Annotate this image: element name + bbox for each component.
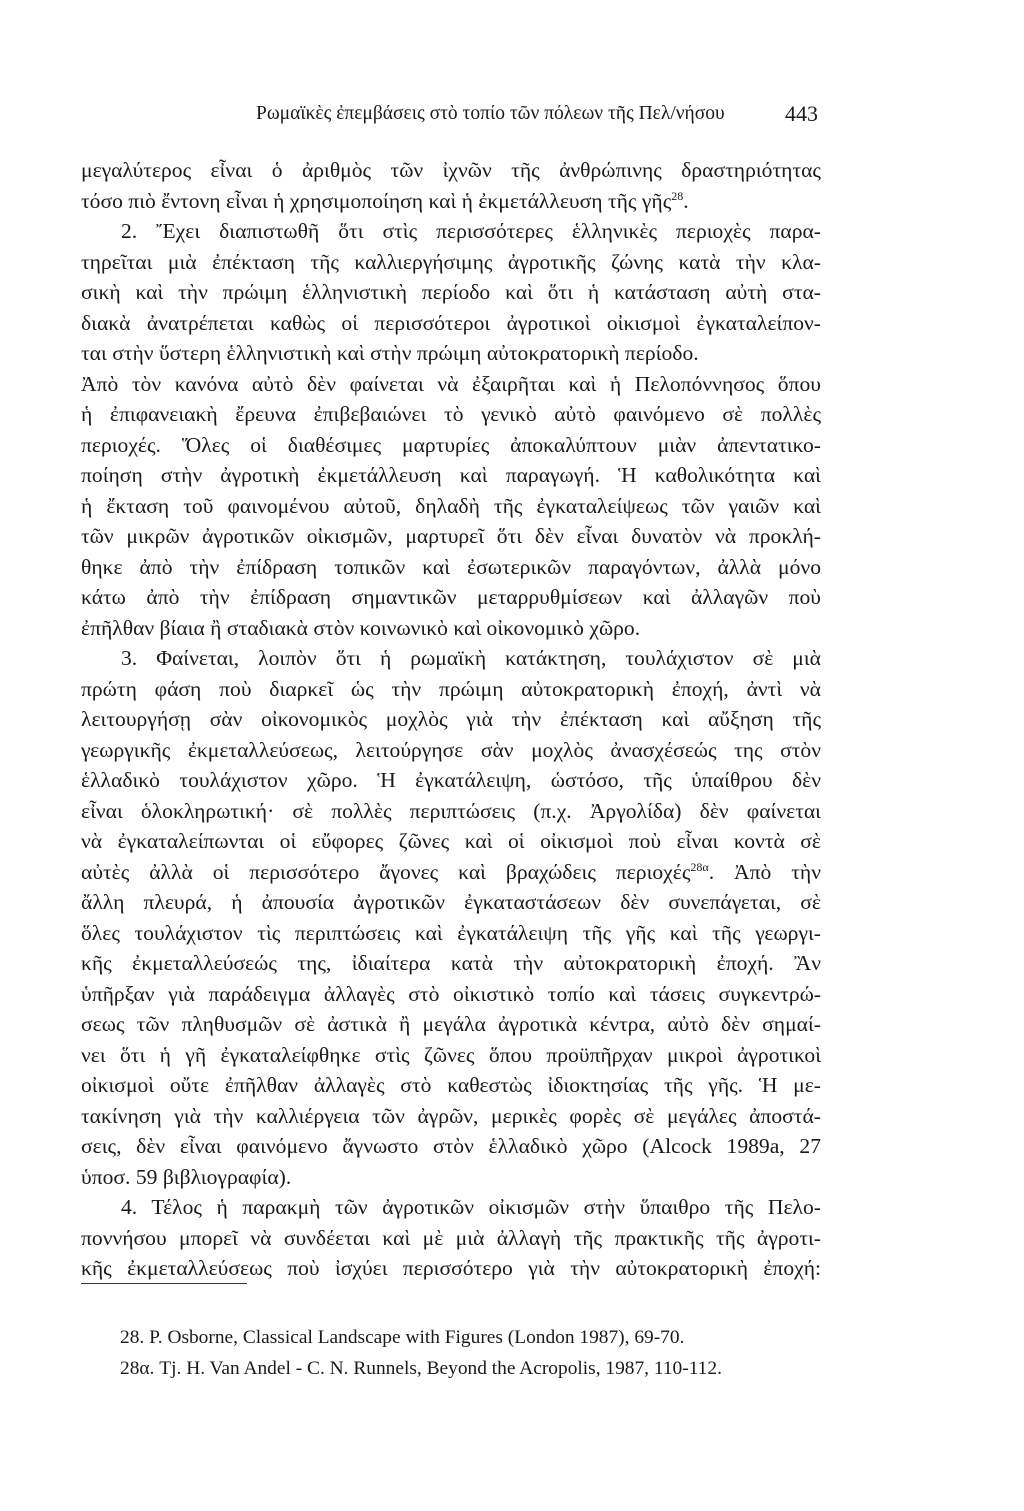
text-line: σεις, δὲν εἶναι φαινόμενο ἄγνωστο στὸν ἑλλαδικὸ χῶρο (Alcock 1989a, 27 <box>81 1134 821 1158</box>
text-line: γεωργικῆς ἐκμεταλλεύσεως, λειτούργησε σὰν μοχλὸς ἀνασχέσεώς της στὸν <box>81 737 821 762</box>
text-line: ποίηση στὴν ἀγροτικὴ ἐκμετάλλευση καὶ παραγωγή. Ἡ καθολικότητα καὶ <box>81 463 821 487</box>
text-line: κῆς ἐκμεταλλεύσεως ποὺ ἰσχύει περισσότερο γιὰ τὴν αὐτοκρατορικὴ ἐποχή: <box>81 1256 821 1280</box>
text-line: ἡ ἔκταση τοῦ φαινομένου αὐτοῦ, δηλαδὴ τῆς ἐγκαταλείψεως τῶν γαιῶν καὶ <box>81 493 821 518</box>
text-line: ἄλλη πλευρά, ἡ ἀπουσία ἀγροτικῶν ἐγκαταστάσεων δὲν συνεπάγεται, σὲ <box>81 890 821 914</box>
text-line: κάτω ἀπὸ τὴν ἐπίδραση σημαντικῶν μεταρρυθμίσεων καὶ ἀλλαγῶν ποὺ <box>81 585 821 609</box>
text-line: θηκε ἀπὸ τὴν ἐπίδραση τοπικῶν καὶ ἐσωτερικῶν παραγόντων, ἀλλὰ μόνο <box>81 554 821 579</box>
footnote-ref: 28 <box>671 188 684 203</box>
text-line: οἰκισμοὶ οὔτε ἐπῆλθαν ἀλλαγὲς στὸ καθεστὼς ἰδιοκτησίας τῆς γῆς. Ἡ με- <box>81 1073 821 1097</box>
text-line: λειτουργήσῃ σὰν οἰκονομικὸς μοχλὸς γιὰ τὴν ἐπέκταση καὶ αὔξηση τῆς <box>81 707 821 731</box>
text-line: ἡ ἐπιφανειακὴ ἔρευνα ἐπιβεβαιώνει τὸ γενικὸ αὐτὸ φαινόμενο σὲ πολλὲς <box>81 402 821 426</box>
text-line: ἑλλαδικὸ τουλάχιστον χῶρο. Ἡ ἐγκατάλειψη, ὡστόσο, τῆς ὑπαίθρου δὲν <box>81 768 821 792</box>
text-line: διακὰ ἀνατρέπεται καθὼς οἱ περισσότεροι ἀγροτικοὶ οἰκισμοὶ ἐγκαταλείπον- <box>81 310 821 335</box>
text-line: εἶναι ὁλοκληρωτική· σὲ πολλὲς περιπτώσεις (π.χ. Ἀργολίδα) δὲν φαίνεται <box>81 798 821 823</box>
text-line: Ἀπὸ τὸν κανόνα αὐτὸ δὲν φαίνεται νὰ ἐξαιρῆται καὶ ἡ Πελοπόννησος ὅπου <box>81 371 821 396</box>
footnote-marker: 28. <box>120 1327 145 1348</box>
footnote <box>120 1353 820 1384</box>
footnotes <box>120 1322 820 1384</box>
text-line: πρώτη φάση ποὺ διαρκεῖ ὡς τὴν πρώιμη αὐτοκρατορικὴ ἐποχή, ἀντὶ νὰ <box>81 676 821 701</box>
text-line: 4. Τέλος ἡ παρακμὴ τῶν ἀγροτικῶν οἰκισμῶν στὴν ὕπαιθρο τῆς Πελο- <box>121 1195 821 1219</box>
text-line: τακίνηση γιὰ τὴν καλλιέργεια τῶν ἀγρῶν, μερικὲς φορὲς σὲ μεγάλες ἀποστά- <box>81 1103 821 1128</box>
text-line: κῆς ἐκμεταλλεύσεώς της, ἰδιαίτερα κατὰ τὴν αὐτοκρατορικὴ ἐποχή. Ἂν <box>81 951 821 975</box>
text-line: σικὴ καὶ τὴν πρώιμη ἑλληνιστικὴ περίοδο καὶ ὅτι ἡ κατάσταση αὐτὴ στα- <box>81 280 821 304</box>
text-line: ὅλες τουλάχιστον τὶς περιπτώσεις καὶ ἐγκατάλειψη τῆς γῆς καὶ τῆς γεωργι- <box>81 920 821 945</box>
footnote-text: P. Osborne, Classical Landscape with Figures (London 1987), 69-70. <box>149 1327 685 1348</box>
text-line: περιοχές. Ὅλες οἱ διαθέσιμες μαρτυρίες ἀποκαλύπτουν μιὰν ἀπεντατικο- <box>81 432 821 457</box>
footnote-marker: 28α. <box>120 1358 155 1379</box>
text-line: ὑποσ. 59 βιβλιογραφία). <box>81 1164 292 1189</box>
footnote-ref: 28α <box>690 859 709 874</box>
text-line: μεγαλύτερος εἶναι ὁ ἀριθμὸς τῶν ἰχνῶν τῆς ἀνθρώπινης δραστηριότητας <box>81 158 821 182</box>
text-line: ἐπῆλθαν βίαια ἢ σταδιακὰ στὸν κοινωνικὸ καὶ οἰκονομικὸ χῶρο. <box>81 615 641 640</box>
text-line: ποννήσου μπορεῖ νὰ συνδέεται καὶ μὲ μιὰ ἀλλαγὴ τῆς πρακτικῆς τῆς ἀγροτι- <box>81 1225 821 1250</box>
text-line: 2. Ἔχει διαπιστωθῆ ὅτι στὶς περισσότερες ἑλληνικὲς περιοχὲς παρα- <box>121 219 821 243</box>
text-line: σεως τῶν πληθυσμῶν σὲ ἀστικὰ ἢ μεγάλα ἀγροτικὰ κέντρα, αὐτὸ δὲν σημαί- <box>81 1012 821 1036</box>
text-line: τηρεῖται μιὰ ἐπέκταση τῆς καλλιεργήσιμης ἀγροτικῆς ζώνης κατὰ τὴν κλα- <box>81 249 821 274</box>
body-text <box>81 155 821 1284</box>
text-line: τόσο πιὸ ἔντονη εἶναι ἡ χρησιμοποίηση καὶ ἡ ἐκμετάλλευση τῆς γῆς$^{28}$. <box>81 188 689 213</box>
text-line: νὰ ἐγκαταλείπωνται οἱ εὔφορες ζῶνες καὶ οἱ οἰκισμοὶ ποὺ εἶναι κοντὰ σὲ <box>81 829 821 853</box>
text-line: αὐτὲς ἀλλὰ οἱ περισσότερο ἄγονες καὶ βραχώδεις περιοχές$^{28\alpha}$. Ἀπὸ τὴν <box>81 859 821 884</box>
footnote-text: Tj. H. Van Andel - C. N. Runnels, Beyond the Acropolis, 1987, 110-112. <box>159 1358 722 1379</box>
page-number: 443 <box>785 101 818 126</box>
text-line: 3. Φαίνεται, λοιπὸν ὅτι ἡ ρωμαϊκὴ κατάκτηση, τουλάχιστον σὲ μιὰ <box>121 646 821 670</box>
running-title: Ρωμαϊκὲς ἐπεμβάσεις στὸ τοπίο τῶν πόλεων τῆς Πελ/νήσου <box>256 103 725 124</box>
text-line: νει ὅτι ἡ γῆ ἐγκαταλείφθηκε στὶς ζῶνες ὅπου προϋπῆρχαν μικροὶ ἀγροτικοὶ <box>81 1042 821 1067</box>
text-line: τῶν μικρῶν ἀγροτικῶν οἰκισμῶν, μαρτυρεῖ ὅτι δὲν εἶναι δυνατὸν νὰ προκλή- <box>81 524 821 548</box>
footnote <box>120 1322 820 1353</box>
text-line: ται στὴν ὕστερη ἑλληνιστικὴ καὶ στὴν πρώιμη αὐτοκρατορικὴ περίοδο. <box>81 341 699 365</box>
text-line: ὑπῆρξαν γιὰ παράδειγμα ἀλλαγὲς στὸ οἰκιστικὸ τοπίο καὶ τάσεις συγκεντρώ- <box>81 981 821 1006</box>
footnote-separator <box>81 1283 247 1284</box>
